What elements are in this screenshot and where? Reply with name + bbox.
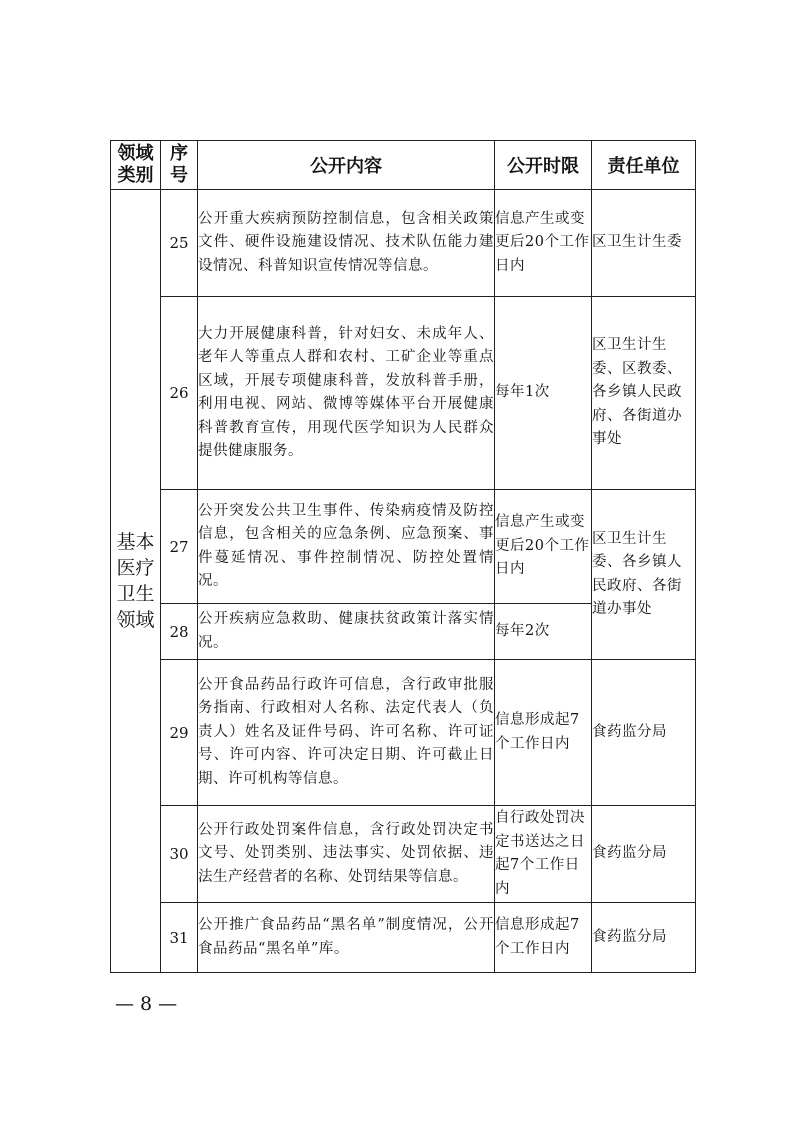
seq-cell: 26	[161, 297, 198, 490]
limit-cell: 每年1次	[495, 297, 592, 490]
unit-cell: 食药监分局	[592, 806, 696, 903]
domain-cell: 基本医疗卫生领域	[111, 190, 161, 973]
header-row	[111, 141, 696, 190]
header-seq: 序号	[161, 141, 198, 190]
seq-cell: 25	[161, 190, 198, 297]
limit-cell: 信息形成起7个工作日内	[495, 660, 592, 806]
content-cell: 公开食品药品行政许可信息，含行政审批服务指南、行政相对人名称、法定代表人（负责人）姓名及证件号码、许可名称、许可证号、许可内容、许可决定日期、许可截止日期、许可机构等信息。	[198, 660, 495, 806]
table-row	[111, 297, 696, 490]
content-cell: 公开疾病应急救助、健康扶贫政策计落实情况。	[198, 604, 495, 660]
content-cell: 公开重大疾病预防控制信息，包含相关政策文件、硬件设施建设情况、技术队伍能力建设情况、科普知识宣传情况等信息。	[198, 190, 495, 297]
table-row	[111, 190, 696, 297]
limit-cell: 信息产生或变更后20个工作日内	[495, 190, 592, 297]
limit-cell: 信息形成起7个工作日内	[495, 903, 592, 973]
seq-cell: 30	[161, 806, 198, 903]
header-unit: 责任单位	[592, 141, 696, 190]
unit-cell: 区卫生计生委、各乡镇人民政府、各街道办事处	[592, 490, 696, 660]
content-cell: 公开推广食品药品“黑名单”制度情况，公开食品药品“黑名单”库。	[198, 903, 495, 973]
page-number: — 8 —	[115, 993, 178, 1015]
header-domain: 领域类别	[111, 141, 161, 190]
seq-cell: 27	[161, 490, 198, 604]
seq-cell: 29	[161, 660, 198, 806]
limit-cell: 自行政处罚决定书送达之日起7个工作日内	[495, 806, 592, 903]
table-row	[111, 903, 696, 973]
content-cell: 大力开展健康科普，针对妇女、未成年人、老年人等重点人群和农村、工矿企业等重点区域，开展专项健康科普，发放科普手册，利用电视、网站、微博等媒体平台开展健康科普教育宣传，用现代医学知识为人民群众提供健康服务。	[198, 297, 495, 490]
unit-cell: 区卫生计生委、区教委、各乡镇人民政府、各街道办事处	[592, 297, 696, 490]
header-limit: 公开时限	[495, 141, 592, 190]
content-cell: 公开行政处罚案件信息，含行政处罚决定书文号、处罚类别、违法事实、处罚依据、违法生产经营者的名称、处罚结果等信息。	[198, 806, 495, 903]
unit-cell: 区卫生计生委	[592, 190, 696, 297]
table-row	[111, 490, 696, 604]
seq-cell: 31	[161, 903, 198, 973]
limit-cell: 信息产生或变更后20个工作日内	[495, 490, 592, 604]
unit-cell: 食药监分局	[592, 660, 696, 806]
unit-cell: 食药监分局	[592, 903, 696, 973]
table-row	[111, 806, 696, 903]
disclosure-table	[110, 140, 696, 973]
header-content: 公开内容	[198, 141, 495, 190]
table-row	[111, 660, 696, 806]
seq-cell: 28	[161, 604, 198, 660]
limit-cell: 每年2次	[495, 604, 592, 660]
content-cell: 公开突发公共卫生事件、传染病疫情及防控信息，包含相关的应急条例、应急预案、事件蔓延情况、事件控制情况、防控处置情况。	[198, 490, 495, 604]
